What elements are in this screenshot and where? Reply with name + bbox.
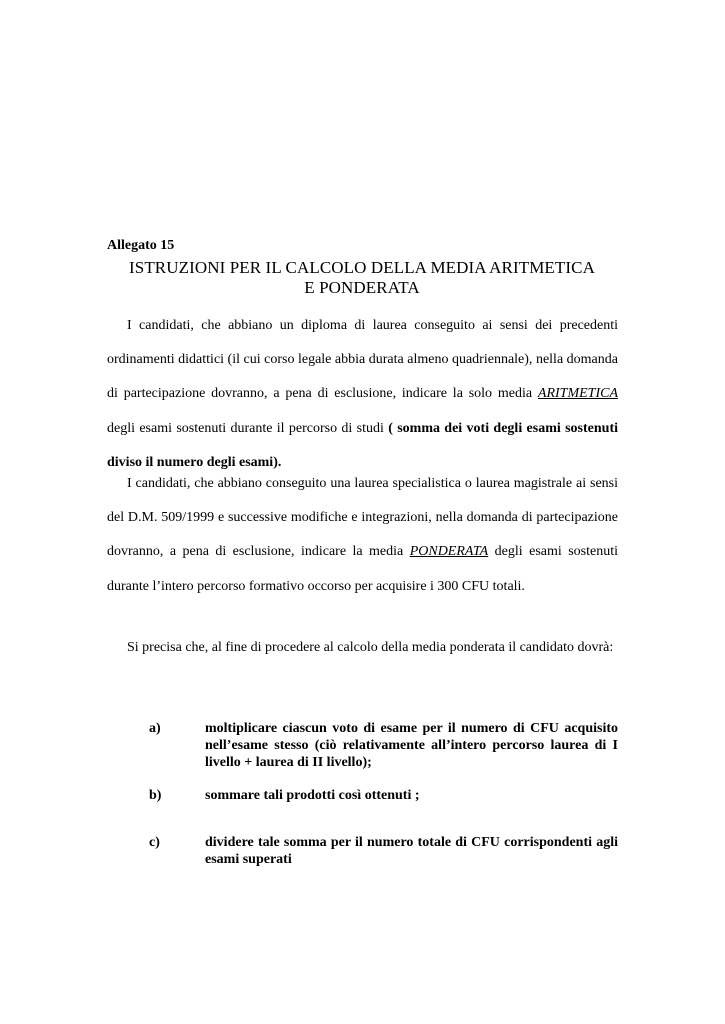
paragraph-text: degli esami sostenuti durante l’intero percorso formativo occorso per acquisire i 300 CFU totali. <box>107 544 618 594</box>
emphasis-weighted: PONDERATA <box>409 544 489 560</box>
document-title-line-2: E PONDERATA <box>304 278 420 297</box>
step-text: dividere tale somma per il numero totale di CFU corrispondenti agli esami superati <box>205 835 618 867</box>
paragraph-bold-text: ( somma dei voti degli esami sostenuti diviso il numero degli esami). <box>107 420 618 470</box>
step-label: b) <box>149 788 162 803</box>
step-label: c) <box>149 835 160 850</box>
paragraph-weighted-mean <box>107 467 618 604</box>
emphasis-arithmetic: ARITMETICA <box>537 386 618 402</box>
paragraph-text: I candidati, che abbiano un diploma di laurea conseguito ai sensi dei precedenti ordinamenti didattici (il cui corso legale abbia durata almeno quadriennale), nella domanda di partecipazione dovranno, a pena di esclusione, indicare la solo media <box>107 318 618 402</box>
paragraph-arithmetic-mean <box>107 309 618 480</box>
paragraph-procedure-intro: Si precisa che, al fine di procedere al calcolo della media ponderata il candidato dovrà: <box>127 640 614 655</box>
annex-label: Allegato 15 <box>107 238 175 253</box>
step-text: sommare tali prodotti così ottenuti ; <box>205 788 420 803</box>
paragraph-text: degli esami sostenuti durante il percorso di studi <box>107 420 389 436</box>
paragraph-text: I candidati, che abbiano conseguito una laurea specialistica o laurea magistrale ai sensi del D.M. 509/1999 e successive modifiche e integrazioni, nella domanda di partecipazione dovranno, a pena di esclusione, indicare la media <box>107 476 618 560</box>
step-label: a) <box>149 721 161 736</box>
step-text: moltiplicare ciascun voto di esame per il numero di CFU acquisito nell’esame stesso (ciò relativamente all’intero percorso laurea di I livello + laurea di II livello); <box>205 721 618 770</box>
document-title-line-1: ISTRUZIONI PER IL CALCOLO DELLA MEDIA ARITMETICA <box>129 258 595 277</box>
